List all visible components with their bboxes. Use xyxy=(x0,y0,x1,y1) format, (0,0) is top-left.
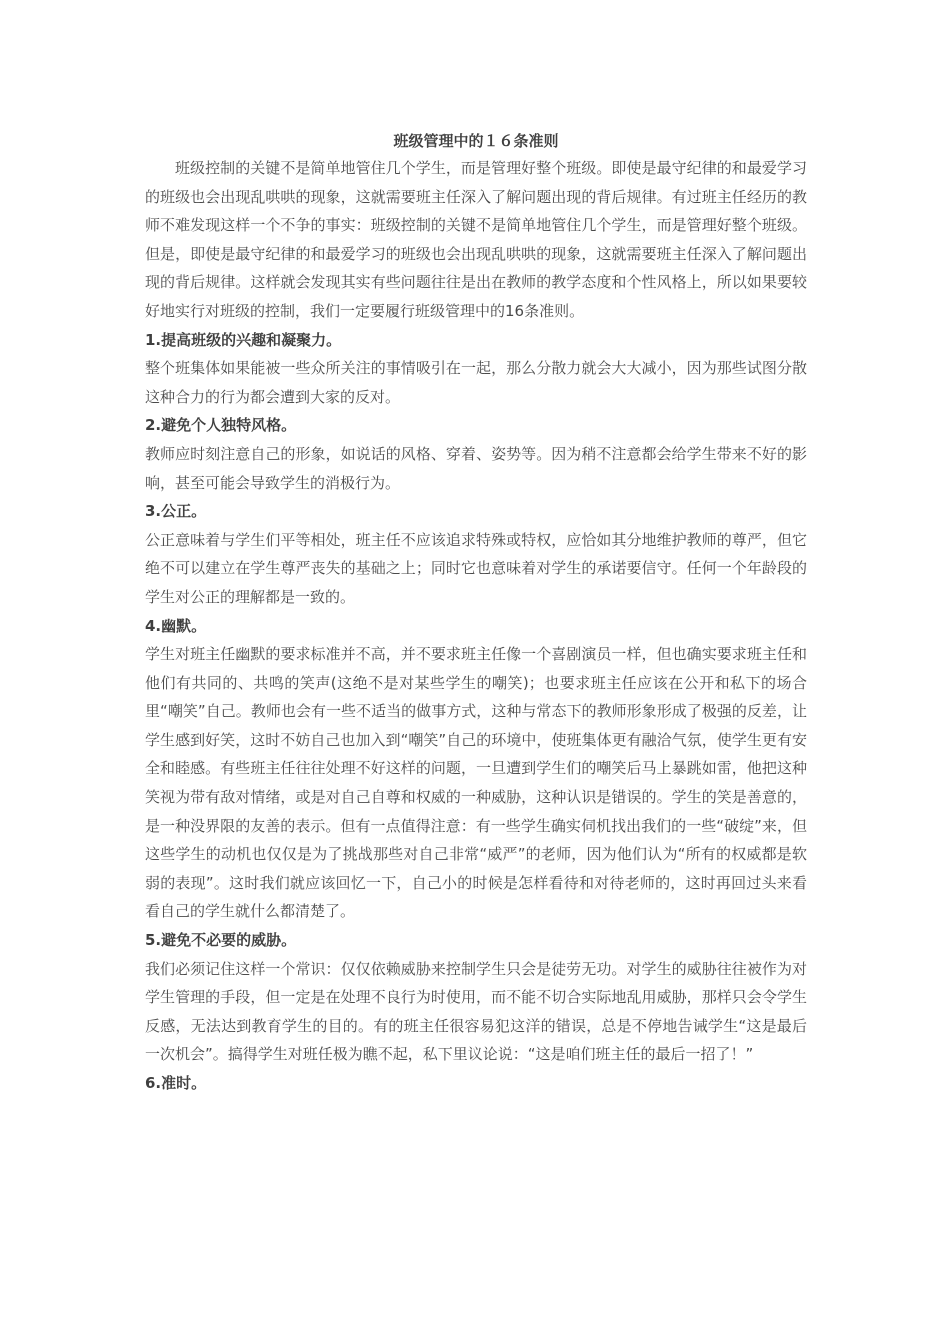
section-body-1: 整个班集体如果能被一些众所关注的事情吸引在一起，那么分散力就会大大减小，因为那些试图分散这种合力的行为都会遭到大家的反对。 xyxy=(145,359,807,406)
section-body-4: 学生对班主任幽默的要求标准并不高，并不要求班主任像一个喜剧演员一样，但也确实要求班主任和他们有共同的、共鸣的笑声(这绝不是对某些学生的嘲笑)；也要求班主任应该在公开和私下的场合里“嘲笑”自己。教师也会有一些不适当的做事方式，这种与常态下的教师形象形成了极强的反差，让学生感到好笑，这时不妨自己也加入到“嘲笑”自己的环境中，使班集体更有融洽气氛，使学生更有安全和睦感。有些班主任往往处理不好这样的问题，一旦遭到学生们的嘲笑后马上暴跳如雷，他把这种笑视为带有敌对情绪，或是对自己自尊和权威的一种威胁，这种认识是错误的。学生的笑是善意的，是一种没界限的友善的表示。但有一点值得注意：有一些学生确实伺机找出我们的一些“破绽”来，但这些学生的动机也仅仅是为了挑战那些对自己非常“威严”的老师，因为他们认为“所有的权威都是软弱的表现”。这时我们就应该回忆一下，自己小的时候是怎样看待和对待老师的，这时再回过头来看看自己的学生就什么都清楚了。 xyxy=(145,645,807,921)
document-page xyxy=(145,128,807,1098)
section-heading-4: 4.幽默。 xyxy=(145,616,207,635)
section-body-5: 我们必须记住这样一个常识：仅仅依赖威胁来控制学生只会是徒劳无功。对学生的威胁往往被作为对学生管理的手段，但一定是在处理不良行为时使用，而不能不切合实际地乱用威胁，那样只会令学生反感，无法达到教育学生的目的。有的班主任很容易犯这洋的错误，总是不停地告诫学生“这是最后一次机会”。搞得学生对班任极为瞧不起，私下里议论说：“这是咱们班主任的最后一招了！” xyxy=(145,959,807,1064)
section-heading-5: 5.避免不必要的威胁。 xyxy=(145,931,297,950)
section-body-3: 公正意味着与学生们平等相处，班主任不应该追求特殊或特权，应恰如其分地维护教师的尊严，但它绝不可以建立在学生尊严丧失的基础之上；同时它也意味着对学生的承诺要信守。任何一个年龄段的学生对公正的理解都是一致的。 xyxy=(145,530,807,606)
section-body-2: 教师应时刻注意自己的形象，如说话的风格、穿着、姿势等。因为稍不注意都会给学生带来不好的影响，甚至可能会导致学生的消极行为。 xyxy=(145,444,807,492)
intro-paragraph: 班级控制的关键不是简单地管住几个学生，而是管理好整个班级。即使是最守纪律的和最爱学习的班级也会出现乱哄哄的现象，这就需要班主任深入了解问题出现的背后规律。有过班主任经历的教师不难发现这样一个不争的事实：班级控制的关键不是简单地管住几个学生，而是管理好整个班级。但是，即使是最守纪律的和最爱学习的班级也会出现乱哄哄的现象，这就需要班主任深入了解问题出现的背后规律。这样就会发现其实有些问题往往是出在教师的教学态度和个性风格上，所以如果要较好地实行对班级的控制，我们一定要履行班级管理中的16条准则。 xyxy=(145,159,807,320)
document-title: 班级管理中的１６条准则 xyxy=(393,132,559,150)
section-heading-3: 3.公正。 xyxy=(145,502,207,521)
section-heading-1: 1.提高班级的兴趣和凝聚力。 xyxy=(145,330,342,349)
section-heading-2: 2.避免个人独特风格。 xyxy=(145,416,297,435)
section-heading-6: 6.准时。 xyxy=(145,1074,207,1092)
